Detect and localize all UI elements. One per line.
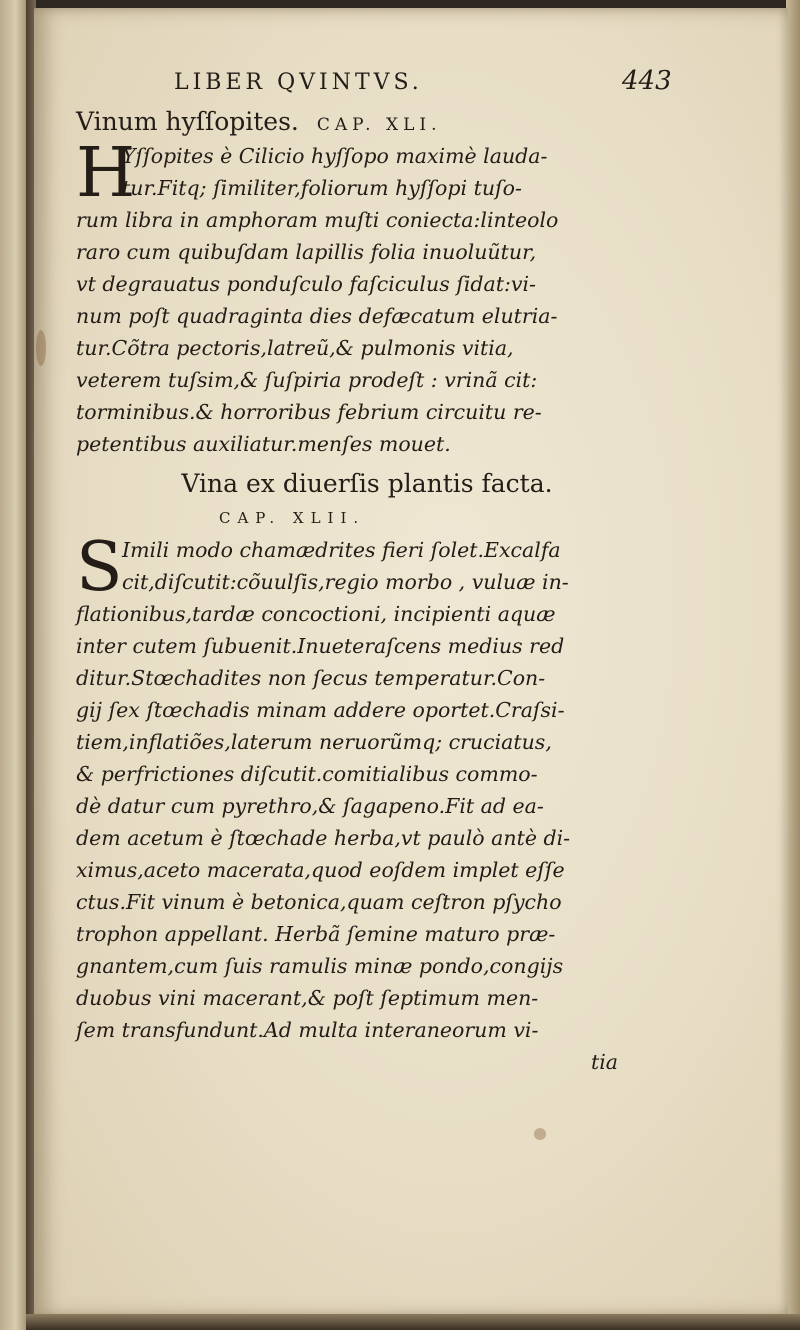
- text-line: num poſt quadraginta dies defæcatum elutria-: [76, 304, 558, 328]
- running-head-title: LIBER QVINTVS.: [174, 70, 423, 95]
- text-line: ditur.Stœchadites non ſecus temperatur.Con-: [76, 666, 546, 690]
- text-block: [76, 60, 672, 1078]
- text-line: petentibus auxiliatur.menſes mouet.: [76, 432, 451, 456]
- text-line: raro cum quibuſdam lapillis folia inuoluũtur,: [76, 240, 537, 264]
- text-line: & perfrictiones diſcutit.comitialibus commo-: [76, 762, 538, 786]
- chapter-heading: [76, 104, 628, 140]
- stain: [36, 330, 46, 366]
- catchword: tia: [590, 1050, 618, 1074]
- chapter-42-paragraph: [76, 528, 628, 1078]
- text-line: tur.Fitq; ſimiliter,foliorum hyſſopi tuſo-: [122, 176, 522, 200]
- text-line: vt degrauatus ponduſculo faſciculus ſidat:vi-: [76, 272, 536, 296]
- previous-page-edge: [0, 0, 26, 1330]
- chapter-title: Vinum hyſſopites.: [76, 107, 299, 136]
- chapter-number: CAP. XLII.: [219, 509, 366, 527]
- text-line: duobus vini macerant,& poſt ſeptimum men-: [76, 986, 539, 1010]
- stain: [534, 1128, 546, 1140]
- drop-cap: S: [76, 528, 123, 607]
- text-line: trophon appellant. Herbã ſemine maturo præ-: [76, 922, 556, 946]
- text-line: torminibus.& horroribus febrium circuitu re-: [76, 400, 542, 424]
- drop-cap: H: [76, 134, 136, 213]
- chapter-heading: [76, 466, 628, 502]
- text-line: ſem transfundunt.Ad multa interaneorum vi-: [76, 1018, 539, 1042]
- text-line: Yſſopites è Cilicio hyſſopo maximè lauda-: [122, 144, 548, 168]
- page-bottom-edge: [26, 1314, 800, 1330]
- text-line: ximus,aceto macerata,quod eoſdem implet eſſe: [76, 858, 565, 882]
- page-number: 443: [622, 66, 672, 96]
- page-edge: [786, 0, 800, 1330]
- text-line: rum libra in amphoram muſti coniecta:linteolo: [76, 208, 559, 232]
- text-line: gij ſex ſtœchadis minam addere oportet.Craſsi-: [76, 698, 565, 722]
- text-line: dem acetum è ſtœchade herba,vt paulò antè di-: [76, 826, 571, 850]
- text-line: ctus.Fit vinum è betonica,quam ceſtron pſycho: [76, 890, 562, 914]
- running-head: [76, 60, 672, 104]
- chapter-title: Vina ex diuerſis plantis facta.: [181, 469, 553, 498]
- text-line: Imili modo chamædrites fieri ſolet.Excalfa: [122, 538, 561, 562]
- text-line: cit,diſcutit:cõuulſis,regio morbo , vuluæ in-: [122, 570, 569, 594]
- text-line: veterem tuſsim,& ſuſpiria prodeſt : vrinã cit:: [76, 368, 538, 392]
- chapter-41-paragraph: [76, 134, 628, 460]
- text-line: inter cutem ſubuenit.Inueteraſcens medius red: [76, 634, 565, 658]
- text-line: dè datur cum pyrethro,& ſagapeno.Fit ad ea-: [76, 794, 544, 818]
- text-line: tiem,inflatiões,laterum neruorũmq; cruciatus,: [76, 730, 552, 754]
- text-line: tur.Cõtra pectoris,latreũ,& pulmonis vitia,: [76, 336, 514, 360]
- text-line: gnantem,cum ſuis ramulis minæ pondo,congijs: [76, 954, 564, 978]
- chapter-number: CAP. XLI.: [316, 115, 442, 135]
- text-line: flationibus,tardæ concoctioni, incipienti aquæ: [76, 602, 556, 626]
